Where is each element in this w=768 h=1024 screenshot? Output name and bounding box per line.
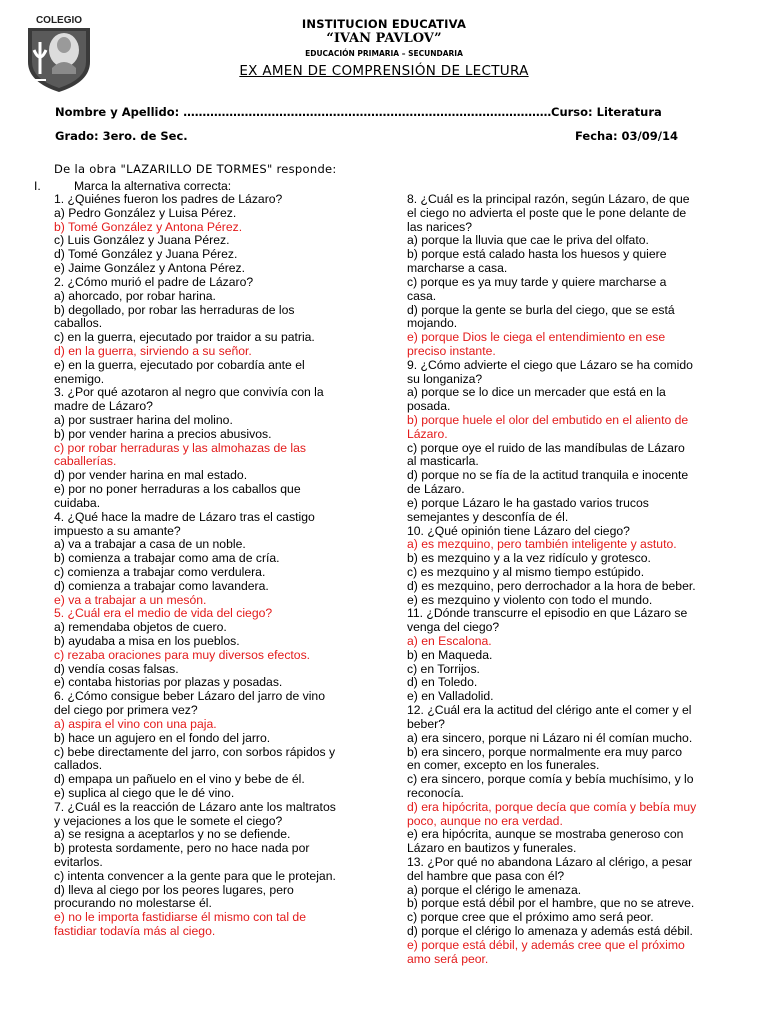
exam-title: EX AMEN DE COMPRENSIÓN DE LECTURA (239, 63, 529, 79)
question-line: a) se resigna a aceptarlos y no se defiende. (54, 827, 291, 842)
question-line: c) Luis González y Juana Pérez. (54, 233, 230, 248)
question-line: enemigo. (54, 371, 105, 386)
question-line: a) ahorcado, por robar harina. (54, 288, 216, 303)
question-line: su longaniza? (407, 371, 483, 386)
question-line: mojando. (407, 316, 458, 331)
question-line: 10. ¿Qué opinión tiene Lázaro del ciego? (407, 523, 630, 538)
answer-line: amo será peor. (407, 951, 489, 966)
question-line: del hambre que pasa con él? (407, 868, 565, 883)
question-line: callados. (54, 758, 103, 773)
question-line: a) era sincero, porque ni Lázaro ni él comían mucho. (407, 730, 693, 745)
question-line: d) por vender harina en mal estado. (54, 468, 248, 483)
question-line: b) ayudaba a misa en los pueblos. (54, 634, 240, 648)
question-line: e) contaba historias por plazas y posadas. (54, 675, 283, 690)
question-line: cuidaba. (54, 495, 101, 510)
answer-line: a) en Escalona. (407, 634, 492, 648)
question-line: e) porque Lázaro le ha gastado varios trucos (407, 495, 649, 510)
question-line: d) porque no se fía de la actitud tranquila e inocente (407, 468, 689, 483)
answer-line: e) no le importa fastidiarse él mismo con tal de (54, 910, 306, 925)
question-line: b) porque está calado hasta los huesos y quiere (407, 247, 667, 262)
question-line: c) en Torrijos. (407, 661, 480, 676)
question-line: el ciego no advierta el poste que le pone delante de (407, 205, 687, 220)
question-line: d) porque el clérigo lo amenaza y además está débil. (407, 924, 693, 939)
question-line: a) por sustraer harina del molino. (54, 413, 233, 427)
question-line: c) porque oye el ruido de las mandíbulas de Lázaro (407, 440, 685, 455)
answer-line: d) era hipócrita, porque decía que comía y bebía muy (407, 799, 697, 814)
question-line: a) porque el clérigo le amenaza. (407, 882, 582, 897)
question-line: e) es mezquino y violento con todo el mundo. (407, 592, 653, 607)
answer-line: c) por robar herraduras y las almohazas de las (54, 440, 306, 455)
question-line: a) porque se lo dice un mercader que está en la (407, 385, 666, 400)
question-line: e) Jaime González y Antona Pérez. (54, 261, 246, 276)
question-line: c) bebe directamente del jarro, con sorbos rápidos y (54, 744, 336, 759)
answer-line: b) porque huele el olor del embutido en el aliento de (407, 413, 689, 427)
question-line: del ciego por primera vez? (54, 703, 198, 718)
question-line: b) era sincero, porque normalmente era muy parco (407, 744, 683, 759)
name-field-label: Nombre y Apellido: …………………………………………………………………………………… (55, 105, 552, 119)
question-line: 2. ¿Cómo murió el padre de Lázaro? (54, 274, 254, 289)
question-line: procurando no molestarse él. (54, 896, 212, 911)
answer-line: Lázaro. (407, 426, 448, 441)
left-question-column (54, 193, 350, 939)
answer-line: d) en la guerra, sirviendo a su señor. (54, 343, 252, 358)
question-line: c) era sincero, porque comía y bebía muchísimo, y lo (407, 772, 694, 787)
question-line: y vejaciones a los que le somete el ciego? (54, 813, 283, 828)
question-line: d) Tomé González y Juana Pérez. (54, 247, 238, 262)
question-line: c) porque es ya muy tarde y quiere marcharse a (407, 274, 667, 289)
question-line: c) es mezquino y al mismo tiempo estúpido. (407, 564, 645, 579)
levels-label: EDUCACIÓN PRIMARIA – SECUNDARIA (305, 49, 463, 58)
question-line: e) en Valladolid. (407, 689, 494, 704)
date-label: Fecha: 03/09/14 (575, 129, 678, 143)
question-line: beber? (407, 716, 445, 731)
answer-line: e) va a trabajar a un mesón. (54, 592, 207, 607)
course-label: Curso: Literatura (551, 105, 662, 119)
question-line: b) hace un agujero en el fondo del jarro. (54, 730, 271, 745)
question-line: Lázaro en bautizos y funerales. (407, 841, 577, 856)
question-line: b) degollado, por robar las herraduras de los (54, 302, 295, 317)
question-line: d) comienza a trabajar como lavandera. (54, 578, 269, 593)
question-line: e) en la guerra, ejecutado por cobardía ante el (54, 357, 305, 372)
question-line: d) lleva al ciego por los peores lugares, pero (54, 882, 294, 897)
question-line: posada. (407, 399, 451, 414)
question-line: 6. ¿Cómo consigue beber Lázaro del jarro de vino (54, 689, 325, 704)
section-label: Marca la alternativa correcta: (74, 179, 232, 193)
question-line: e) era hipócrita, aunque se mostraba generoso con (407, 827, 684, 842)
question-line: impuesto a su amante? (54, 523, 181, 538)
question-line: a) porque la lluvia que cae le priva del olfato. (407, 233, 649, 248)
question-line: a) Pedro González y Luisa Pérez. (54, 205, 237, 220)
question-line: d) en Toledo. (407, 675, 478, 690)
question-line: d) es mezquino, pero derrochador a la hora de beber. (407, 578, 696, 593)
question-line: venga del ciego? (407, 620, 500, 635)
grade-label: Grado: 3ero. de Sec. (55, 129, 188, 143)
question-line: en comer, excepto en los funerales. (407, 758, 600, 773)
logo-text: COLEGIO (35, 15, 83, 26)
question-line: 12. ¿Cuál era la actitud del clérigo ante el comer y el (407, 703, 692, 718)
question-line: 9. ¿Cómo advierte el ciego que Lázaro se ha comido (407, 357, 693, 372)
question-line: b) comienza a trabajar como ama de cría. (54, 551, 280, 566)
question-line: b) es mezquino y a la vez ridículo y grotesco. (407, 551, 651, 566)
answer-line: e) porque Dios le ciega el entendimiento en ese (407, 330, 666, 345)
answer-line: c) rezaba oraciones para muy diversos efectos. (54, 647, 311, 662)
question-line: c) porque cree que el próximo amo será peor. (407, 910, 654, 925)
right-question-column (407, 193, 717, 967)
answer-line: 5. ¿Cuál era el medio de vida del ciego? (54, 606, 273, 621)
question-line: c) en la guerra, ejecutado por traidor a su patria. (54, 330, 315, 345)
question-line: b) por vender harina a precios abusivos. (54, 426, 272, 441)
question-line: de Lázaro. (407, 482, 465, 497)
question-line: c) intenta convencer a la gente para que le protejan. (54, 868, 336, 883)
question-line: 4. ¿Qué hace la madre de Lázaro tras el castigo (54, 509, 315, 524)
question-line: d) porque la gente se burla del ciego, que se está (407, 302, 675, 317)
question-line: b) en Maqueda. (407, 647, 493, 662)
question-line: 7. ¿Cuál es la reacción de Lázaro ante los maltratos (54, 799, 336, 814)
question-line: e) suplica al ciego que le dé vino. (54, 785, 235, 800)
question-line: d) vendía cosas falsas. (54, 661, 179, 676)
question-line: b) porque está débil por el hambre, que no se atreve. (407, 896, 695, 911)
question-line: al masticarla. (407, 454, 479, 469)
question-line: reconocía. (407, 785, 464, 800)
question-line: a) remendaba objetos de cuero. (54, 620, 227, 635)
institution-label: INSTITUCION EDUCATIVA (301, 17, 467, 31)
question-line: casa. (407, 288, 437, 303)
question-line: 8. ¿Cuál es la principal razón, según Lázaro, de que (407, 192, 690, 206)
answer-line: e) porque está débil, y además cree que el próximo (407, 937, 685, 952)
question-line: las narices? (407, 219, 473, 234)
answer-line: a) es mezquino, pero también inteligente y astuto. (407, 537, 677, 552)
question-line: b) protesta sordamente, pero no hace nada por (54, 841, 310, 856)
section-number: I. (34, 179, 41, 193)
answer-line: a) aspira el vino con una paja. (54, 716, 217, 731)
question-line: 11. ¿Dónde transcurre el episodio en que Lázaro se (407, 606, 688, 621)
question-line: evitarlos. (54, 855, 103, 869)
answer-line: caballerías. (54, 454, 117, 469)
answer-line: poco, aunque no era verdad. (407, 813, 563, 828)
question-line: a) va a trabajar a casa de un noble. (54, 537, 246, 552)
question-line: semejantes y desconfía de él. (407, 509, 569, 524)
question-line: c) comienza a trabajar como verdulera. (54, 564, 266, 579)
question-line: caballos. (54, 316, 103, 331)
answer-line: b) Tomé González y Antona Pérez. (54, 219, 243, 234)
question-line: madre de Lázaro? (54, 399, 153, 414)
question-line: d) empapa un pañuelo en el vino y bebe de él. (54, 772, 305, 787)
question-line: 3. ¿Por qué azotaron al negro que convivía con la (54, 385, 324, 400)
answer-line: fastidiar todavía más al ciego. (54, 924, 216, 939)
question-line: e) por no poner herraduras a los caballos que (54, 482, 301, 497)
school-name: “IVAN PAVLOV” (326, 31, 442, 46)
answer-line: preciso instante. (407, 343, 496, 358)
question-line: 13. ¿Por qué no abandona Lázaro al clérigo, a pesar (407, 855, 693, 869)
section-heading (34, 179, 231, 193)
question-line: marcharse a casa. (407, 261, 508, 276)
question-line: 1. ¿Quiénes fueron los padres de Lázaro? (54, 192, 283, 206)
intro-text: De la obra "LAZARILLO DE TORMES" responde: (54, 162, 337, 176)
